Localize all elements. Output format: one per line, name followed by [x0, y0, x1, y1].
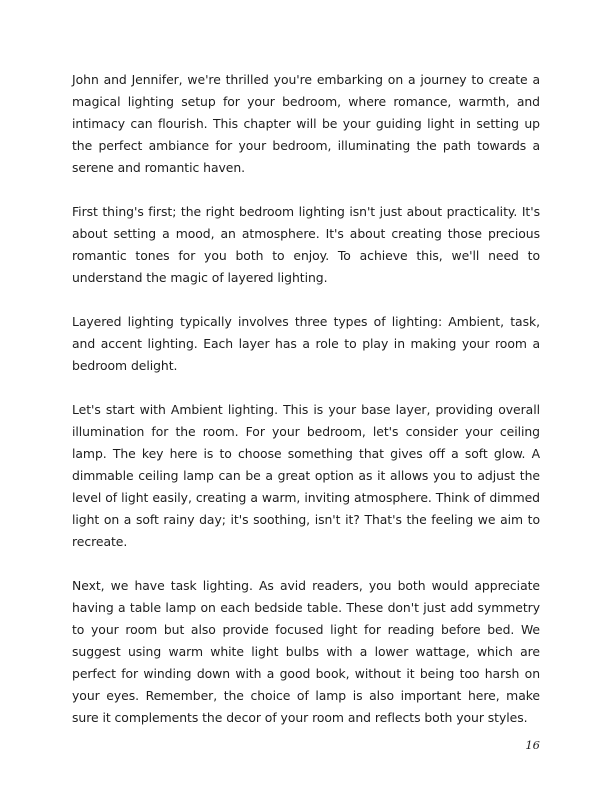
- paragraph-first-thing: First thing's first; the right bedroom lighting isn't just about practicality. It's about setting a mood, an atmosphere. It's about creating those precious romantic tones for you both to enjoy. To achieve this, we'll need to understand the magic of layered lighting.: [72, 204, 540, 285]
- page-number: 16: [525, 738, 540, 752]
- paragraph-layered-lighting: Layered lighting typically involves three types of lighting: Ambient, task, and accent lighting. Each layer has a role to play in making your room a bedroom delight.: [72, 314, 540, 373]
- paragraph-intro: John and Jennifer, we're thrilled you're embarking on a journey to create a magical lighting setup for your bedroom, where romance, warmth, and intimacy can flourish. This chapter will be your guiding light in setting up the perfect ambiance for your bedroom, illuminating the path towards a serene and romantic haven.: [72, 72, 540, 175]
- paragraph-task-lighting: Next, we have task lighting. As avid readers, you both would appreciate having a table lamp on each bedside table. These don't just add symmetry to your room but also provide focused light for reading before bed. We suggest using warm white light bulbs with a lower wattage, which are perfect for winding down with a good book, without it being too harsh on your eyes. Remember, the choice of lamp is also important here, make sure it complements the decor of your room and reflects both your styles.: [72, 578, 540, 725]
- paragraph-ambient-lighting: Let's start with Ambient lighting. This is your base layer, providing overall illumination for the room. For your bedroom, let's consider your ceiling lamp. The key here is to choose something that gives off a soft glow. A dimmable ceiling lamp can be a great option as it allows you to adjust the level of light easily, creating a warm, inviting atmosphere. Think of dimmed light on a soft rainy day; it's soothing, isn't it? That's the feeling we aim to recreate.: [72, 402, 540, 549]
- body-text: [72, 69, 540, 751]
